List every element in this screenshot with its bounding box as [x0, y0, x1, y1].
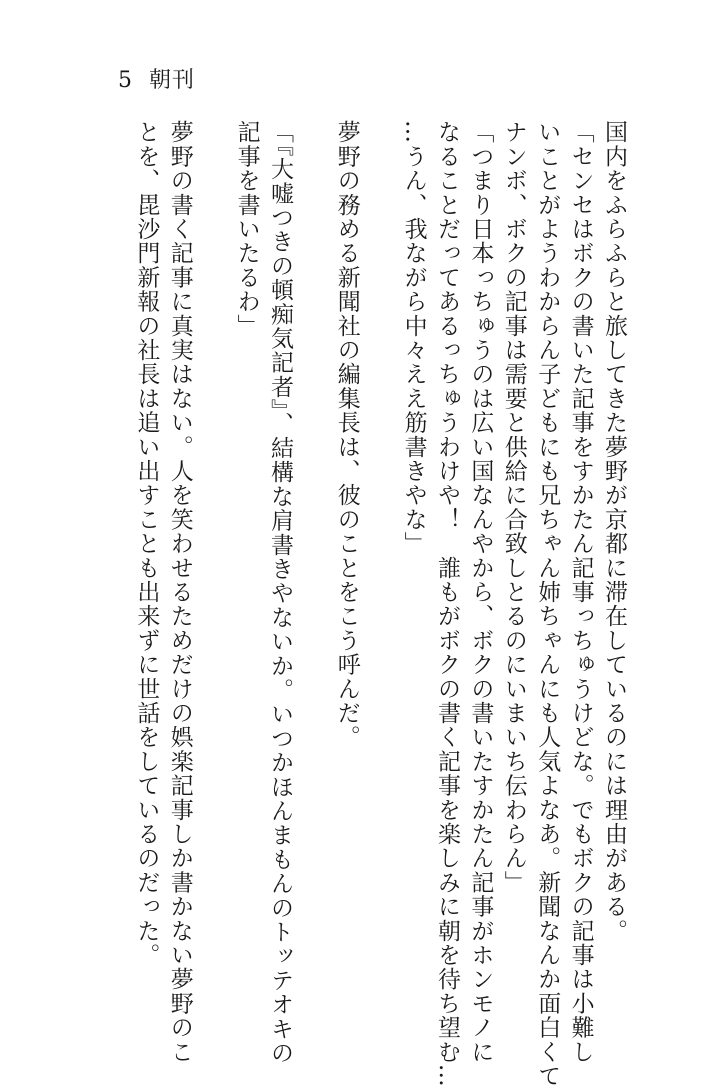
text-line: いことがようわからん子どもにも兄ちゃん姉ちゃんにも人気よなあ。新聞なんか面白くて	[534, 120, 561, 1088]
text-line: 夢野の務める新聞社の編集長は、彼のことをこう呼んだ。	[333, 120, 360, 750]
text-line: 「『大嘘つきの頓痴気記者』、結構な肩書きやないか。いつかほんまもんのトッテオキの	[266, 120, 293, 1065]
text-line: 記事を書いたるわ」	[233, 120, 260, 338]
paragraph-gap	[363, 120, 396, 900]
text-line: 夢野の書く記事に真実はない。人を笑わせるためだけの娯楽記事しか書かない夢野のこ	[166, 120, 193, 1064]
paragraph-gap	[196, 120, 229, 900]
page-header	[118, 66, 195, 96]
text-line: 「センセはボクの書いた記事をすかたん記事っちゅうけどな。でもボクの記事は小難し	[567, 120, 594, 1064]
text-line: ナンボ、ボクの記事は需要と供給に合致しとるのにいまいち伝わらん」	[500, 120, 527, 895]
text-line: とを、毘沙門新報の社長は追い出すことも出来ずに世話をしているのだった。	[133, 120, 160, 967]
text-line: なることだってあるっちゅうわけや！ 誰もがボクの書く記事を楽しみに朝を待ち望む…	[433, 120, 460, 1088]
chapter-number: 5	[118, 68, 133, 93]
body-text	[129, 120, 630, 1088]
text-line: 「つまり日本っちゅうのは広い国なんやから、ボクの書いたすかたん記事がホンモノに	[467, 120, 494, 1064]
text-line: 国内をふらふらと旅してきた夢野が京都に滞在しているのには理由がある。	[601, 120, 627, 943]
text-line: …うん、我ながら中々ええ筋書きやな」	[400, 120, 427, 556]
chapter-title: 朝刊	[149, 68, 196, 93]
paragraph-gap	[296, 120, 329, 900]
